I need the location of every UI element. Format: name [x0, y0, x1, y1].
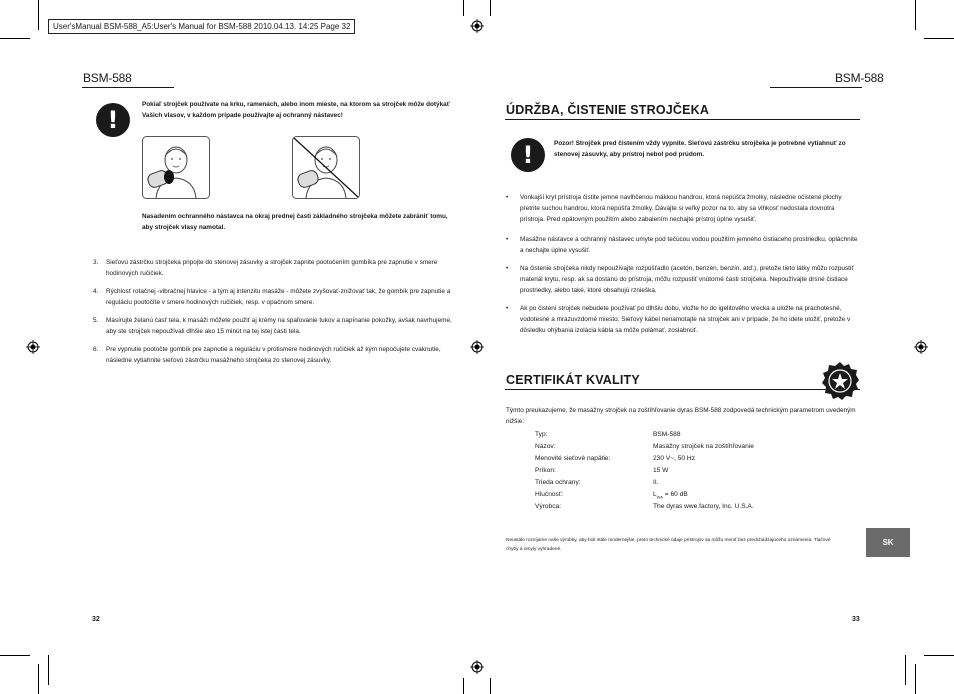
- spec-value: 230 V~, 50 Hz: [653, 455, 695, 462]
- list-item: [93, 286, 453, 308]
- crop-mark: [38, 0, 39, 30]
- heading-rule: [505, 389, 860, 390]
- list-item: [506, 192, 860, 225]
- spec-value: BSM-588: [653, 431, 681, 438]
- spec-label: Príkon:: [535, 467, 556, 474]
- bullet-text: Na čistenie strojčeka nikdy nepoužívajte rozpúšťadlo (acetón, benzén, benzín, atď.), pretože tieto látky môžu rozpustiť materiál krytu, resp. ak sa dostanú do prístroja, môžu rozpustiť vnútorné časti strojčeka. Nepoužívajte drsné čistiace prostriedky, alebo také, ktoré obsahujú rznieška.: [520, 265, 854, 294]
- bullet-text: Ak po čistení strojček nebudete používať po dlhšiu dobu, vložte ho do igelitového vrecka a uložte na prachotesné, vodotesné a mrazuvzdorné miesto. Sieťový kábel nenamotajte na strojček ani v prípade, že ho idete uložiť, pretože v dôsledku ohýbania izolácia kábla sa môže polámať, zoslabnúť.: [520, 305, 851, 334]
- spec-value: II.: [653, 479, 659, 486]
- spec-label: Výrobca:: [535, 503, 562, 510]
- page-number-left: 32: [92, 616, 100, 623]
- spec-value: L: [653, 491, 657, 498]
- spec-label: Hlučnosť:: [535, 491, 564, 498]
- registration-mark-icon: [470, 19, 484, 33]
- illustration-with-attachment: [142, 136, 210, 199]
- language-tab: SK: [866, 528, 910, 557]
- quality-seal-icon: [820, 361, 860, 401]
- heading-maintenance: ÚDRŽBA, ČISTENIE STROJČEKA: [506, 103, 710, 117]
- heading-rule: [505, 119, 860, 120]
- spec-value: 15 W: [653, 467, 669, 474]
- bullet: •: [506, 305, 509, 312]
- registration-mark-icon: [26, 340, 40, 354]
- crop-mark: [38, 664, 39, 694]
- page-number-right: 33: [852, 616, 860, 623]
- bullet: •: [506, 194, 509, 201]
- spec-value: Masážny strojček na zoštíhľovanie: [653, 443, 754, 450]
- crop-mark: [490, 678, 491, 694]
- exclamation-icon: !: [511, 138, 545, 172]
- print-slug: User'sManual BSM-588_A5:User's Manual for BSM-588 2010.04.13. 14:25 Page 32: [48, 19, 355, 34]
- header-rule: [82, 87, 174, 88]
- right-model-label: BSM-588: [835, 71, 884, 85]
- registration-mark-icon: [470, 660, 484, 674]
- registration-mark-icon: [470, 340, 484, 354]
- illustration-without-attachment: [292, 136, 360, 199]
- step-number: 3.: [93, 259, 99, 266]
- list-item: [506, 263, 860, 296]
- step-number: 4.: [93, 288, 99, 295]
- spec-label: Typ:: [535, 431, 548, 438]
- left-model-label: BSM-588: [83, 71, 132, 85]
- crop-mark: [490, 0, 491, 16]
- certificate-intro: Týmto preukazujeme, že masážny strojček na zoštíhľovanie dyras BSM-588 zodpovedá technickým parametrom uvedeným nižšie:: [506, 407, 856, 425]
- list-item: [506, 234, 860, 256]
- left-caption: Nasadením ochranného nástavca na okraj prednej časti základného strojčeka môžete zabrániť tomu, aby strojček vlasy namotal.: [142, 213, 448, 231]
- bullet-text: Vonkajší kryt prístroja čistite jemne navlhčenou mäkkou handrou, ktorá nepúšťa žmolky, následne očistené plochy pretrite suchou handrou, ktorá nepúšťa žmolky. Dávajte si veľký pozor na to, aby sa vlhkosť nedostala dovnútra prístroja. Pred opätovným použitím alebo zabalením nechajte prístroj úplne vysušiť.: [520, 194, 842, 223]
- crop-mark: [915, 0, 916, 30]
- heading-certificate: CERTIFIKÁT KVALITY: [506, 373, 640, 387]
- step-text: Sieťovú zástrčku strojčeka pripojte do stenovej zásuvky a strojček zapnite pootočením gombíka pre zapnutie v smere hodinových ručičiek.: [106, 259, 438, 277]
- header-rule: [770, 87, 862, 88]
- bullet: •: [506, 265, 509, 272]
- crop-mark: [905, 655, 906, 685]
- spec-label: Názov:: [535, 443, 556, 450]
- crop-mark: [0, 655, 30, 656]
- spec-label: Trieda ochrany:: [535, 479, 581, 486]
- crop-mark: [924, 655, 954, 656]
- spec-value-rest: = 60 dB: [662, 491, 688, 498]
- step-number: 6.: [93, 346, 99, 353]
- list-item: [93, 344, 453, 366]
- footnote: Neustále rozvíjame naše výrobky, aby boli stále modernejšie, preto technické údaje prístrojov sa môžu meniť bez predchádzajúceho oznámenia. Tlačové chyby a omyly vyhradené.: [506, 538, 831, 552]
- bullet-text: Masážne nástavce a ochranný nástavec umyte pod tečúcou vodou použitím jemného čistiaceho prostriedku, opláchnite a nechajte úplne vysušiť.: [520, 236, 858, 254]
- crop-mark: [463, 678, 464, 694]
- spec-value-subscript: WA: [656, 494, 663, 500]
- step-text: Masírujte želanú časť tela, k masáži môžete použiť aj krémy na spaľovanie tukov a napínanie pokožky, avšak navrhujeme, aby ste strojček nepoužívali dlhšie ako 15 minút na tej istej časti tela.: [106, 317, 452, 335]
- bullet: •: [506, 236, 509, 243]
- registration-mark-icon: [914, 340, 928, 354]
- list-item: [93, 257, 453, 279]
- left-warning-text: Pokiaľ strojček používate na krku, ramenách, alebo inom mieste, na ktorom sa strojček môže dotýkať Vašich vlasov, v každom prípade používajte aj ochranný nástavec!: [142, 101, 450, 119]
- crop-mark: [48, 655, 49, 685]
- exclamation-icon: !: [96, 103, 130, 137]
- crop-mark: [924, 38, 954, 39]
- step-text: Rýchlosť rotačnej -vibračnej hlavice - a tým aj intenzitu masáže - môžete zvyšovať-znižovať tak, že gombík pre zapnutie a reguláciu pootočíte v smere hodinových ručičiek, resp. v opačnom smere.: [106, 288, 451, 306]
- step-number: 5.: [93, 317, 99, 324]
- right-warning-text: Pozor! Strojček pred čistením vždy vypnite. Sieťovú zástrčku strojčeka je potrebné vytiahnuť zo stenovej zásuvky, aby prístroj nebol pod prúdom.: [554, 140, 846, 158]
- crop-mark: [0, 38, 30, 39]
- spec-value: The dyras wwe.factory, Inc. U.S.A.: [653, 503, 754, 510]
- crop-mark: [463, 0, 464, 16]
- spec-label: Menovité sieťové napätie:: [535, 455, 611, 462]
- crop-mark: [915, 664, 916, 694]
- list-item: [506, 303, 860, 336]
- list-item: [93, 315, 453, 337]
- step-text: Pre vypnutie pootočte gombík pre zapnutie a reguláciu v protismere hodinových ručičiek až kým nepočujete cvaknutie, následne vytiahnite sieťovú zástrčku masážneho strojčeka zo stenovej zásuvky.: [106, 346, 441, 364]
